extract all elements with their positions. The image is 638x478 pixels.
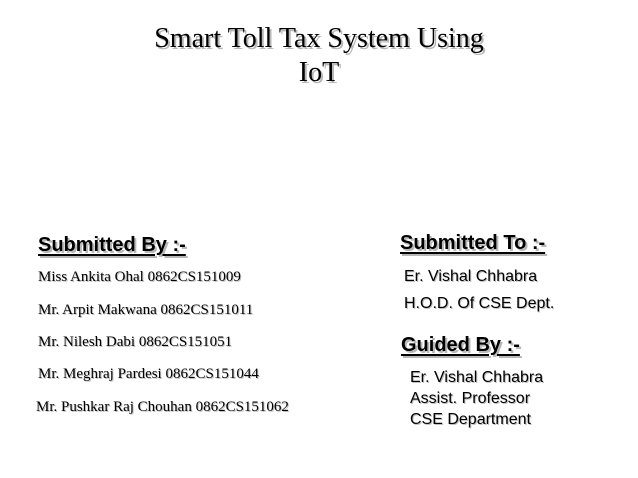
submitted-by-heading: Submitted By :- bbox=[38, 234, 186, 256]
guided-by-department: CSE Department bbox=[410, 411, 531, 428]
member-2: Mr. Arpit Makwana 0862CS151011 bbox=[38, 302, 254, 318]
slide-title bbox=[60, 22, 578, 90]
submitted-to-heading: Submitted To :- bbox=[400, 232, 546, 254]
submitted-to-name: Er. Vishal Chhabra bbox=[404, 268, 538, 285]
member-4: Mr. Meghraj Pardesi 0862CS151044 bbox=[38, 366, 259, 382]
member-1: Miss Ankita Ohal 0862CS151009 bbox=[38, 269, 241, 285]
submitted-to-designation: H.O.D. Of CSE Dept. bbox=[404, 295, 555, 312]
guided-by-designation: Assist. Professor bbox=[410, 390, 531, 407]
member-5: Mr. Pushkar Raj Chouhan 0862CS151062 bbox=[36, 399, 289, 415]
guided-by-heading: Guided By :- bbox=[401, 334, 520, 356]
guided-by-name: Er. Vishal Chhabra bbox=[410, 369, 544, 386]
title-line-1: Smart Toll Tax System Using bbox=[154, 23, 484, 54]
title-line-2: IoT bbox=[298, 57, 340, 88]
member-3: Mr. Nilesh Dabi 0862CS151051 bbox=[38, 334, 233, 350]
